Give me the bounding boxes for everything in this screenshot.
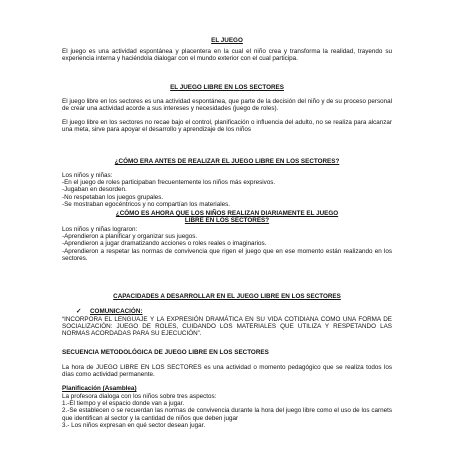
section-heading-juego-libre: EL JUEGO LIBRE EN LOS SECTORES [170, 84, 284, 91]
list-item: -Aprendieron a planificar y organizar sus juegos. [62, 233, 198, 241]
list-item: 2.-Se establecen o se recuerdan las normas de convivencia durante la hora del juego libre como el uso de los carnets que identifican al sector y la cantidad de niños que deben jugar [62, 407, 392, 422]
list-item: 1.-El tiempo y el espacio donde van a jugar. [62, 400, 185, 408]
section-heading-capacidades: CAPACIDADES A DESARROLLAR EN EL JUEGO LIBRE EN LOS SECTORES [113, 293, 341, 300]
comunicacion-subheading: COMUNICACIÓN: [90, 308, 143, 315]
list-item: Los niños y niñas lograron: [62, 226, 138, 233]
ahora-list [62, 226, 392, 262]
capacidad-quote: “INCORPORA EL LENGUAJE Y LA EXPRESIÓN DRAMÁTICA EN SU VIDA COTIDIANA COMO UNA FORMA DE SOCIALIZACIÓN: JUEGO DE ROLES, CUIDANDO LOS MATERIALES QUE UTILIZA Y RESPETANDO LAS NORMAS ACORDADAS PARA SU EJECUCIÓN”. [62, 316, 392, 338]
juego-libre-paragraph-2: El juego libre en los sectores no recae bajo el control, planificación o influencia del adulto, no se realiza para alcanzar una meta, sirve para apoyar el desarrollo y aprendizaje de los niños [62, 119, 392, 134]
section-heading-ahora [62, 210, 392, 224]
section-heading-ahora-line-2: LIBRE EN LOS SECTORES? [184, 217, 270, 225]
antes-list [62, 172, 392, 208]
list-item: -No respetaban los juegos grupales. [62, 193, 164, 201]
list-item: La profesora dialoga con los niños sobre tres aspectos: [62, 393, 217, 400]
planificacion-heading: Planificación (Asamblea) [62, 385, 137, 392]
intro-paragraph: El juego es una actividad espontánea y placentera en la cual el niño crea y transforma la realidad, trayendo su experiencia interna y haciéndola dialogar con el mundo exterior con el cual participa. [62, 48, 392, 63]
list-item: -Se mostraban egocéntricos y no compartían los materiales. [62, 200, 230, 208]
list-item: -Aprendieron a jugar dramatizando acciones o roles reales o imaginarios. [62, 240, 267, 248]
list-item: -Aprendieron a respetar las normas de convivencia que rigen el juego que en ese momento están realizando en los sectores. [62, 247, 392, 262]
list-item: -Jugaban en desorden. [62, 186, 127, 194]
checkmark-icon: ✓ [76, 308, 82, 315]
list-item: -En el juego de roles participaban frecuentemente los niños más expresivos. [62, 179, 276, 187]
section-heading-antes: ¿CÓMO ERA ANTES DE REALIZAR EL JUEGO LIBRE EN LOS SECTORES? [114, 158, 340, 165]
planificacion-list [62, 393, 392, 429]
juego-libre-paragraph-1: El juego libre en los sectores es una actividad espontánea, que parte de la decisión del niño y de su proceso personal de crear una actividad acorde a sus intereses y necesidades (juego de roles). [62, 98, 392, 113]
secuencia-paragraph: La hora de JUEGO LIBRE EN LOS SECTORES es una actividad o momento pedagógico que se realiza todos los días como actividad permanente. [62, 364, 392, 379]
list-item: Los niños y niñas: [62, 172, 113, 179]
page-title: EL JUEGO [211, 37, 243, 44]
section-heading-ahora-line-1: ¿CÓMO ES AHORA QUE LOS NIÑOS REALIZAN DIARIAMENTE EL JUEGO [115, 210, 339, 217]
list-item: 3.- Los niños expresan en qué sector desean jugar. [62, 421, 206, 429]
section-heading-secuencia: SECUENCIA METODOLÓGICA DE JUEGO LIBRE EN LOS SECTORES [62, 349, 269, 356]
